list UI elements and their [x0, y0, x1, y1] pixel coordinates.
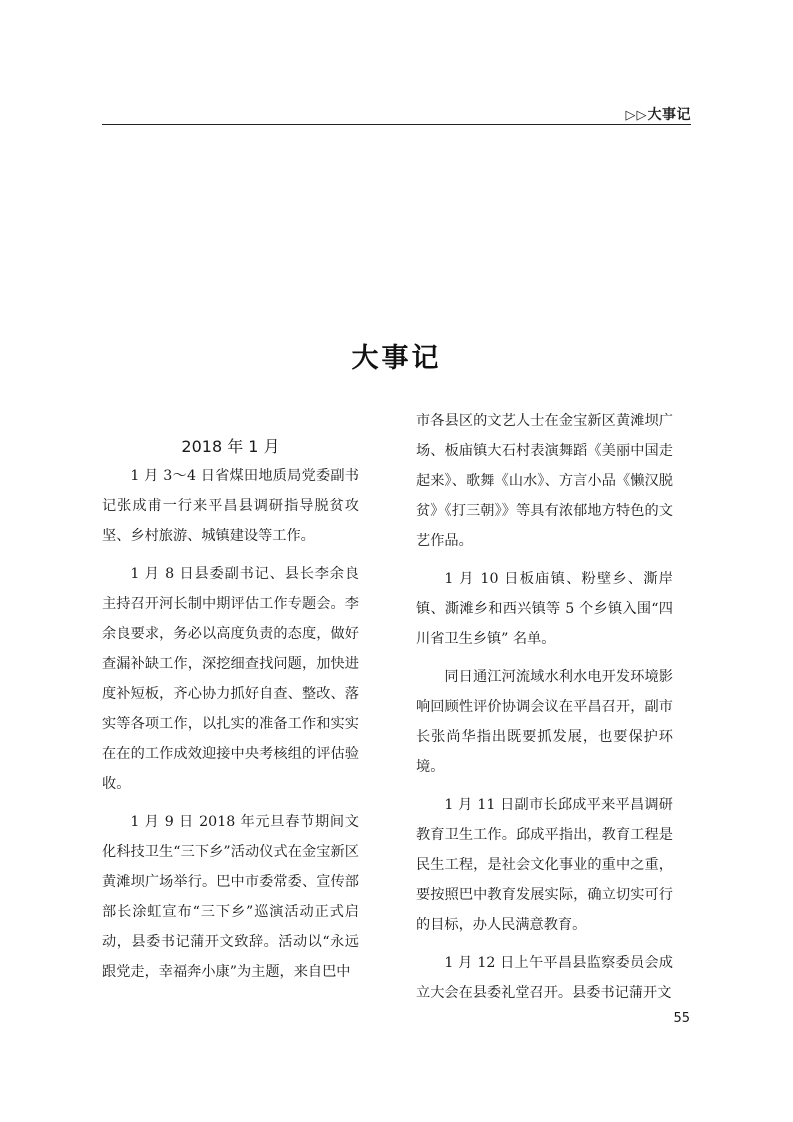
paragraph-continuation: 市各县区的文艺人士在金宝新区黄滩坝广场、板庙镇大石村表演舞蹈《美丽中国走起来》、歌舞《山水》、方言小品《懒汉脱贫》《打三朝》》等具有浓郁地方特色的文艺作品。: [416, 413, 673, 549]
paragraph: 1 月 10 日板庙镇、粉壁乡、澌岸镇、澌滩乡和西兴镇等 5 个乡镇入围“四川省卫生乡镇” 名单。: [416, 571, 673, 647]
section-heading: 2018 年 1 月: [181, 437, 280, 456]
right-column: [416, 406, 673, 1016]
header-title: 大事记: [647, 107, 691, 123]
page-title: 大事记: [351, 343, 442, 374]
paragraph: 同日通江河流域水利水电开发环境影响回顾性评价协调会议在平昌召开，副市长张尚华指出既要抓发展，也要保护环境。: [416, 669, 673, 775]
running-header: [102, 98, 691, 125]
paragraph: 1 月 8 日县委副书记、县长李余良主持召开河长制中期评估工作专题会。李余良要求，务必以高度负责的态度，做好查漏补缺工作，深挖细查找问题，加快进度补短板，齐心协力抓好自查、整改、落实等各项工作，以扎实的准备工作和实实在在的工作成效迎接中央考核组的评估验收。: [102, 566, 359, 792]
paragraph: 1 月 11 日副市长邱成平来平昌调研教育卫生工作。邱成平指出，教育工程是民生工程，是社会文化事业的重中之重，要按照巴中教育发展实际，确立切实可行的目标，办人民满意教育。: [416, 797, 673, 933]
double-triangle-icon: ▷▷: [625, 108, 648, 123]
paragraph: 1 月 12 日上午平昌县监察委员会成立大会在县委礼堂召开。县委书记蒲开文: [416, 955, 673, 1001]
running-header-label: [626, 104, 692, 124]
page-number: 55: [673, 1011, 690, 1026]
paragraph: 1 月 3～4 日省煤田地质局党委副书记张成甫一行来平昌县调研指导脱贫攻坚、乡村旅游、城镇建设等工作。: [102, 468, 359, 544]
left-column: [102, 437, 359, 995]
paragraph: 1 月 9 日 2018 年元旦春节期间文化科技卫生“三下乡”活动仪式在金宝新区黄滩坝广场举行。巴中市委常委、宣传部部长涂虹宣布“三下乡”巡演活动正式启动，县委书记蒲开文致辞。活动以“永远跟党走，幸福奔小康”为主题，来自巴中: [102, 814, 359, 980]
